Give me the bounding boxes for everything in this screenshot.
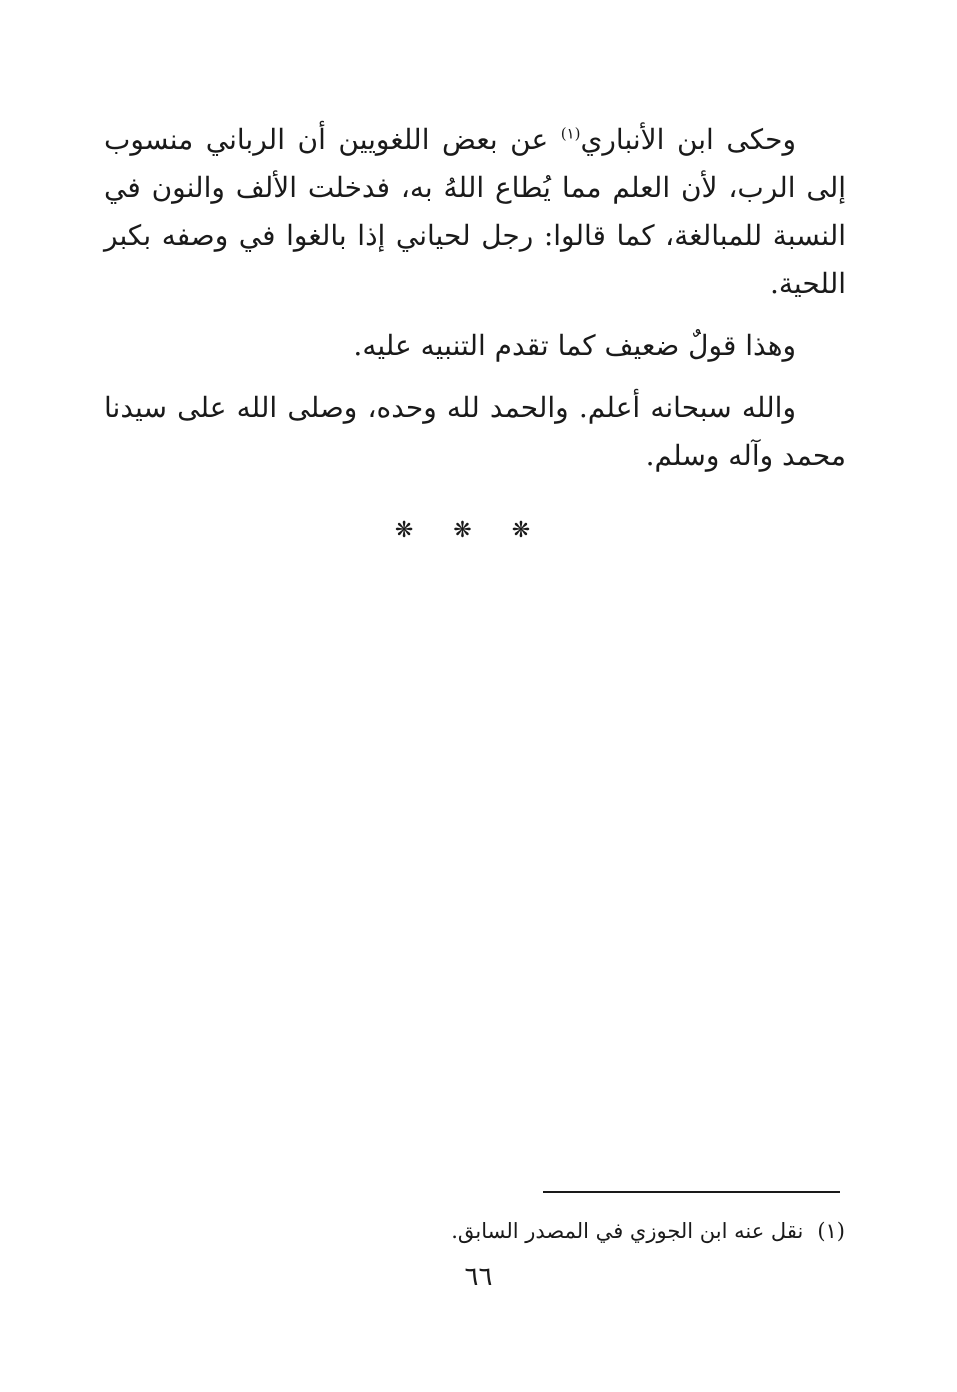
footnote-text: نقل عنه ابن الجوزي في المصدر السابق. — [451, 1219, 804, 1243]
paragraph-2: وهذا قولٌ ضعيف كما تقدم التنبيه عليه. — [353, 329, 796, 362]
section-ornament — [0, 518, 957, 543]
asterism-icon: ❋ — [453, 518, 504, 543]
paragraph-1-rest: عن بعض اللغويين أن الرباني منسوب إلى الرب، لأن العلم مما يُطاع اللهُ به، فدخلت الألف والنون في النسبة للمبالغة، كما قالوا: رجل لحياني إذا بالغوا في وصفه بكبر اللحية. — [104, 123, 846, 300]
footnote — [245, 1216, 845, 1246]
paragraph-3: والله سبحانه أعلم. والحمد لله وحده، وصلى الله على سيدنا محمد وآله وسلم. — [104, 391, 846, 472]
footnote-reference: (١) — [560, 124, 581, 143]
footnote-divider — [543, 1191, 840, 1193]
paragraph-1 — [104, 116, 846, 308]
asterism-icon: ❋ — [511, 518, 563, 543]
asterism-icon: ❋ — [394, 518, 446, 543]
page-number: ٦٦ — [464, 1262, 493, 1292]
paragraph-1-start: وحكى ابن الأنباري — [580, 123, 796, 156]
main-text — [104, 116, 846, 494]
footnote-number: (١) — [817, 1219, 845, 1243]
